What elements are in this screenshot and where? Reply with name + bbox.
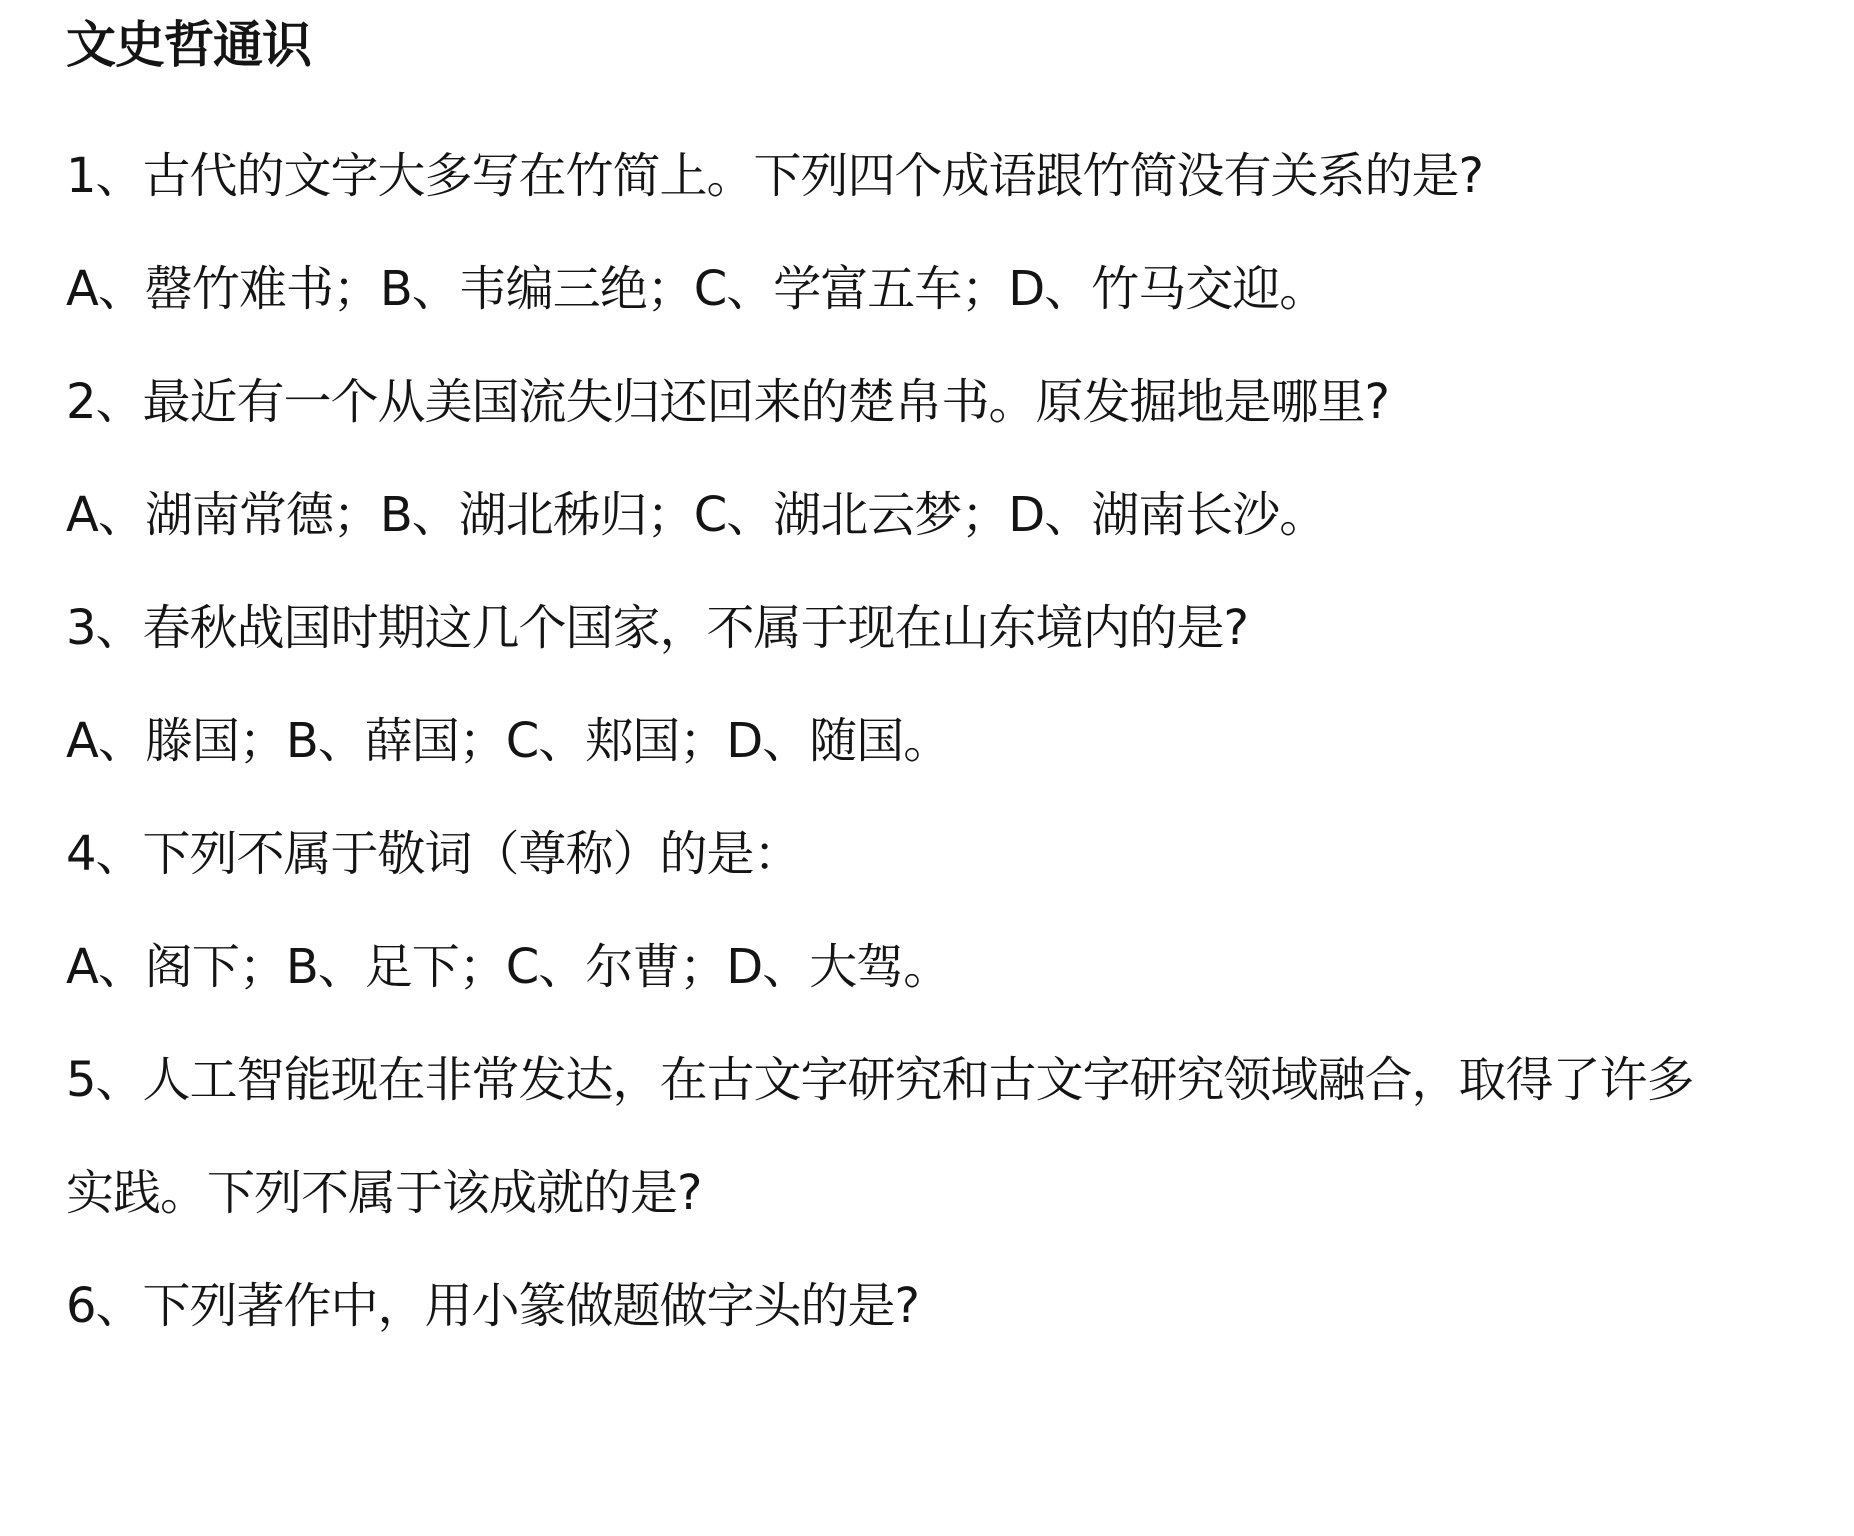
question-4-options: A、阁下；B、足下；C、尔曹；D、大驾。	[66, 939, 951, 995]
question-1-text: 1、古代的文字大多写在竹简上。下列四个成语跟竹简没有关系的是?	[66, 148, 1484, 204]
question-3-options: A、滕国；B、薛国；C、郏国；D、随国。	[66, 713, 951, 769]
question-4-text: 4、下列不属于敬词（尊称）的是：	[66, 826, 801, 882]
document-title: 文史哲通识	[66, 16, 311, 74]
question-5-text-line-1: 5、人工智能现在非常发达，在古文字研究和古文字研究领域融合，取得了许多	[66, 1052, 1694, 1108]
question-2-text: 2、最近有一个从美国流失归还回来的楚帛书。原发掘地是哪里?	[66, 374, 1390, 430]
question-5-text-line-2: 实践。下列不属于该成就的是?	[66, 1165, 702, 1221]
question-3-text: 3、春秋战国时期这几个国家，不属于现在山东境内的是?	[66, 600, 1249, 656]
question-2-options: A、湖南常德；B、湖北秭归；C、湖北云梦；D、湖南长沙。	[66, 487, 1327, 543]
question-1-options: A、罄竹难书；B、韦编三绝；C、学富五车；D、竹马交迎。	[66, 261, 1327, 317]
question-6-text: 6、下列著作中，用小篆做题做字头的是?	[66, 1278, 920, 1334]
